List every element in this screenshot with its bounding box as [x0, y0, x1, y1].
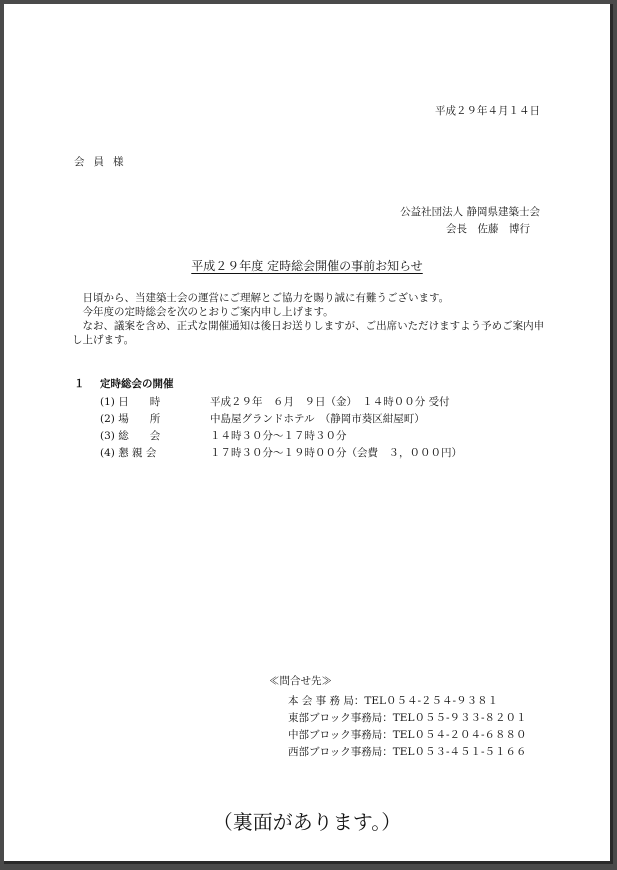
- body-paragraph: 今年度の定時総会を次のとおりご案内申し上げます。: [72, 306, 334, 318]
- contact-row: 本 会 事 務 局：TEL０５４-２５４-９３８１: [288, 695, 499, 707]
- back-side-note: （裏面があります。）: [212, 810, 402, 834]
- document-title-text: 平成２９年度 定時総会開催の事前お知らせ: [191, 259, 423, 273]
- body-paragraph: なお、議案を含め、正式な開催通知は後日お送りしますが、ご出席いただけますよう予めご案内申し上げます。: [72, 320, 545, 346]
- contact-tel: TEL０５４-２５４-９３８１: [364, 695, 499, 707]
- document-title: [4, 259, 610, 273]
- contact-row: 西部ブロック事務局：TEL０５３-４５１-５１６６: [288, 746, 527, 758]
- document-date: 平成２９年４月１４日: [435, 105, 540, 117]
- contact-row: 東部ブロック事務局：TEL０５５-９３３-８２０１: [288, 712, 527, 724]
- detail-row: [100, 445, 462, 462]
- section-title: 定時総会の開催: [100, 378, 174, 390]
- detail-value: 平成２９年 ６月 ９日（金） １４時００分 受付: [210, 396, 450, 408]
- body-text: [72, 291, 547, 347]
- sender-organization: 公益社団法人 静岡県建築士会: [400, 206, 540, 218]
- detail-value: １７時３０分～１９時００分（会費 ３，０００円）: [210, 447, 462, 459]
- contact-tel: TEL０５５-９３３-８２０１: [392, 712, 527, 724]
- detail-label: (1) 日 時: [100, 396, 161, 408]
- inquiry-contacts: [288, 693, 527, 761]
- contact-tel: TEL０５４-２０４-６８８０: [392, 729, 527, 741]
- contact-name: 東部ブロック事務局: [288, 712, 383, 724]
- detail-row: [100, 394, 462, 411]
- detail-row: [100, 428, 462, 445]
- section-number: １: [74, 378, 85, 390]
- detail-value: 中島屋グランドホテル （静岡市葵区紺屋町）: [210, 413, 425, 425]
- detail-row: [100, 411, 462, 428]
- detail-label: (4) 懇 親 会: [100, 447, 157, 459]
- section-heading: [74, 377, 174, 391]
- inquiry-heading: ≪問合せ先≫: [269, 675, 332, 687]
- contact-name: 本 会 事 務 局: [288, 695, 354, 707]
- body-paragraph: 日頃から、当建築士会の運営にご理解とご協力を賜り誠に有難うございます。: [72, 292, 450, 304]
- contact-name: 中部ブロック事務局: [288, 729, 383, 741]
- contact-row: 中部ブロック事務局：TEL０５４-２０４-６８８０: [288, 729, 527, 741]
- detail-label: (3) 総 会: [100, 430, 161, 442]
- document-page: [4, 4, 613, 864]
- contact-name: 西部ブロック事務局: [288, 746, 383, 758]
- addressee: 会員様: [74, 156, 133, 168]
- detail-label: (2) 場 所: [100, 413, 161, 425]
- detail-value: １４時３０分～１７時３０分: [210, 430, 347, 442]
- contact-tel: TEL０５３-４５１-５１６６: [392, 746, 527, 758]
- meeting-details: [100, 394, 462, 462]
- sender-president: 会長 佐藤 博行: [446, 223, 530, 235]
